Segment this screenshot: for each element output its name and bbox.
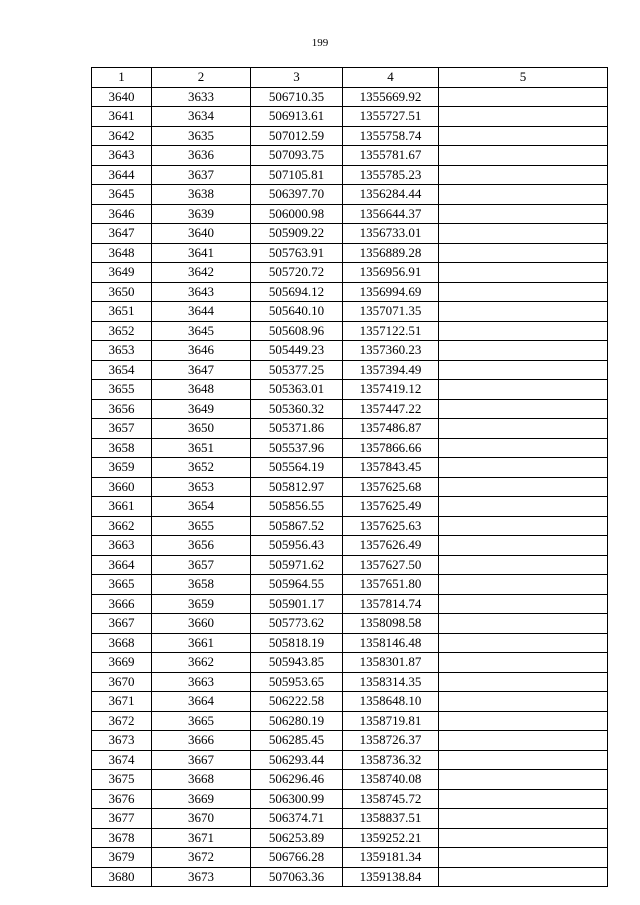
table-cell: 506280.19 — [251, 711, 343, 731]
table-cell: 3675 — [92, 770, 152, 790]
table-cell: 505763.91 — [251, 243, 343, 263]
table-cell: 3652 — [152, 458, 251, 478]
table-cell: 1356644.37 — [343, 204, 439, 224]
table-row — [92, 477, 608, 497]
page-number: 199 — [311, 37, 329, 49]
table-row — [92, 633, 608, 653]
table-cell: 507105.81 — [251, 165, 343, 185]
table-row — [92, 692, 608, 712]
table-cell — [439, 555, 608, 575]
table-cell: 3636 — [152, 146, 251, 166]
table-cell: 3678 — [92, 828, 152, 848]
table-cell: 3647 — [152, 360, 251, 380]
table-cell: 3668 — [92, 633, 152, 653]
table-cell: 3640 — [152, 224, 251, 244]
table-cell — [439, 87, 608, 107]
table-cell: 505377.25 — [251, 360, 343, 380]
table-cell: 3670 — [92, 672, 152, 692]
table-cell: 3656 — [92, 399, 152, 419]
column-header: 5 — [439, 68, 608, 88]
table-cell: 1357627.50 — [343, 555, 439, 575]
table-cell — [439, 126, 608, 146]
table-cell: 3661 — [152, 633, 251, 653]
column-header: 2 — [152, 68, 251, 88]
table-cell: 3637 — [152, 165, 251, 185]
table-body — [92, 87, 608, 887]
table-cell: 3655 — [152, 516, 251, 536]
table-cell: 1358740.08 — [343, 770, 439, 790]
table-cell — [439, 360, 608, 380]
table-cell: 3647 — [92, 224, 152, 244]
table-row — [92, 224, 608, 244]
table-cell — [439, 731, 608, 751]
table-cell — [439, 497, 608, 517]
table-cell: 3664 — [92, 555, 152, 575]
table-cell: 505953.65 — [251, 672, 343, 692]
table-cell: 1357625.63 — [343, 516, 439, 536]
table-cell: 1359181.34 — [343, 848, 439, 868]
table-cell: 3650 — [92, 282, 152, 302]
table-row — [92, 282, 608, 302]
table-cell: 3671 — [92, 692, 152, 712]
table-cell: 1356889.28 — [343, 243, 439, 263]
table-cell — [439, 711, 608, 731]
table-cell: 1357122.51 — [343, 321, 439, 341]
table-cell: 1355669.92 — [343, 87, 439, 107]
table-cell: 3655 — [92, 380, 152, 400]
table-cell: 3673 — [92, 731, 152, 751]
table-cell: 1355781.67 — [343, 146, 439, 166]
table-row — [92, 107, 608, 127]
table-cell: 3673 — [152, 867, 251, 887]
table-cell — [439, 282, 608, 302]
table-cell: 3667 — [152, 750, 251, 770]
table-cell: 505812.97 — [251, 477, 343, 497]
table-cell: 3669 — [152, 789, 251, 809]
table-cell: 506300.99 — [251, 789, 343, 809]
column-header: 1 — [92, 68, 152, 88]
table-cell: 1357360.23 — [343, 341, 439, 361]
table-cell: 505956.43 — [251, 536, 343, 556]
table-cell: 1355758.74 — [343, 126, 439, 146]
table-cell — [439, 107, 608, 127]
table-cell: 3667 — [92, 614, 152, 634]
table-cell: 3651 — [152, 438, 251, 458]
table-cell — [439, 341, 608, 361]
table-cell: 506913.61 — [251, 107, 343, 127]
table-cell: 1358726.37 — [343, 731, 439, 751]
table-cell: 505360.32 — [251, 399, 343, 419]
table-row — [92, 341, 608, 361]
table-row — [92, 848, 608, 868]
table-cell — [439, 146, 608, 166]
table-cell — [439, 789, 608, 809]
table-row — [92, 614, 608, 634]
table-cell: 3674 — [92, 750, 152, 770]
table-cell — [439, 594, 608, 614]
table-cell: 3680 — [92, 867, 152, 887]
table-cell: 3662 — [92, 516, 152, 536]
table-cell: 1356956.91 — [343, 263, 439, 283]
table-cell: 1357419.12 — [343, 380, 439, 400]
table-cell: 3653 — [92, 341, 152, 361]
table-cell: 1358314.35 — [343, 672, 439, 692]
table-cell: 505640.10 — [251, 302, 343, 322]
table-cell: 1357866.66 — [343, 438, 439, 458]
table-cell: 505537.96 — [251, 438, 343, 458]
table-cell: 1357486.87 — [343, 419, 439, 439]
table-cell: 3642 — [152, 263, 251, 283]
table-cell: 3650 — [152, 419, 251, 439]
table-cell: 506000.98 — [251, 204, 343, 224]
table-cell — [439, 419, 608, 439]
table-row — [92, 575, 608, 595]
table-cell — [439, 672, 608, 692]
table-cell — [439, 536, 608, 556]
table-cell — [439, 399, 608, 419]
table-cell: 3643 — [92, 146, 152, 166]
table-cell: 3665 — [92, 575, 152, 595]
table-row — [92, 594, 608, 614]
table-cell: 505773.62 — [251, 614, 343, 634]
table-cell: 3654 — [92, 360, 152, 380]
table-row — [92, 867, 608, 887]
table-cell: 1357625.68 — [343, 477, 439, 497]
table-cell — [439, 633, 608, 653]
table-row — [92, 711, 608, 731]
table-row — [92, 146, 608, 166]
table-cell: 1358098.58 — [343, 614, 439, 634]
table-row — [92, 380, 608, 400]
table-cell: 505694.12 — [251, 282, 343, 302]
table-cell: 1358745.72 — [343, 789, 439, 809]
table-cell: 505449.23 — [251, 341, 343, 361]
table-cell — [439, 302, 608, 322]
table-cell: 3634 — [152, 107, 251, 127]
table-cell: 1357814.74 — [343, 594, 439, 614]
table-cell: 3645 — [92, 185, 152, 205]
table-cell: 3657 — [152, 555, 251, 575]
table-cell: 3639 — [152, 204, 251, 224]
table-cell — [439, 204, 608, 224]
table-header-row — [92, 68, 608, 88]
table-cell: 1356733.01 — [343, 224, 439, 244]
column-header: 4 — [343, 68, 439, 88]
table-cell: 3657 — [92, 419, 152, 439]
table-cell — [439, 185, 608, 205]
table-cell: 3633 — [152, 87, 251, 107]
table-row — [92, 399, 608, 419]
coordinates-table — [91, 67, 608, 887]
table-cell — [439, 263, 608, 283]
table-cell: 1358648.10 — [343, 692, 439, 712]
table-cell: 506766.28 — [251, 848, 343, 868]
table-cell — [439, 243, 608, 263]
table-row — [92, 165, 608, 185]
table-cell: 1355727.51 — [343, 107, 439, 127]
table-cell — [439, 848, 608, 868]
table-row — [92, 750, 608, 770]
table-cell: 1356284.44 — [343, 185, 439, 205]
table-cell: 506374.71 — [251, 809, 343, 829]
table-row — [92, 731, 608, 751]
table-cell: 505720.72 — [251, 263, 343, 283]
table-cell: 3660 — [92, 477, 152, 497]
table-cell: 505901.17 — [251, 594, 343, 614]
table-cell: 3663 — [152, 672, 251, 692]
table-cell — [439, 458, 608, 478]
table-cell: 1359252.21 — [343, 828, 439, 848]
table-cell: 506293.44 — [251, 750, 343, 770]
table-cell: 506222.58 — [251, 692, 343, 712]
table-cell: 3653 — [152, 477, 251, 497]
table-cell: 1358736.32 — [343, 750, 439, 770]
table-cell: 1358719.81 — [343, 711, 439, 731]
table-cell: 3652 — [92, 321, 152, 341]
table-row — [92, 87, 608, 107]
table-cell: 3660 — [152, 614, 251, 634]
table-cell: 3668 — [152, 770, 251, 790]
table-cell: 3641 — [152, 243, 251, 263]
table-cell: 505943.85 — [251, 653, 343, 673]
table-row — [92, 516, 608, 536]
table-cell: 1358301.87 — [343, 653, 439, 673]
table-row — [92, 204, 608, 224]
table-row — [92, 321, 608, 341]
table-cell: 1357843.45 — [343, 458, 439, 478]
table-cell — [439, 575, 608, 595]
table-cell: 505867.52 — [251, 516, 343, 536]
table-cell: 3664 — [152, 692, 251, 712]
table-cell: 507093.75 — [251, 146, 343, 166]
table-row — [92, 536, 608, 556]
table-cell: 3649 — [152, 399, 251, 419]
table-cell — [439, 828, 608, 848]
table-cell: 1358146.48 — [343, 633, 439, 653]
table-cell: 3676 — [92, 789, 152, 809]
table-cell: 1356994.69 — [343, 282, 439, 302]
table-cell: 3658 — [152, 575, 251, 595]
table-cell: 505608.96 — [251, 321, 343, 341]
table-cell: 3646 — [152, 341, 251, 361]
table-row — [92, 263, 608, 283]
table-cell — [439, 692, 608, 712]
table-cell: 3651 — [92, 302, 152, 322]
table-cell: 3671 — [152, 828, 251, 848]
table-cell — [439, 438, 608, 458]
table-row — [92, 672, 608, 692]
table-cell — [439, 653, 608, 673]
table-cell: 3641 — [92, 107, 152, 127]
column-header: 3 — [251, 68, 343, 88]
table-cell: 3666 — [152, 731, 251, 751]
table-cell: 505371.86 — [251, 419, 343, 439]
table-cell: 3665 — [152, 711, 251, 731]
table-cell: 506397.70 — [251, 185, 343, 205]
table-row — [92, 653, 608, 673]
table-row — [92, 809, 608, 829]
table-cell — [439, 380, 608, 400]
table-cell: 1357625.49 — [343, 497, 439, 517]
table-cell: 3672 — [152, 848, 251, 868]
table-cell: 505818.19 — [251, 633, 343, 653]
table-cell — [439, 614, 608, 634]
table-cell: 506710.35 — [251, 87, 343, 107]
table-cell: 3670 — [152, 809, 251, 829]
table-row — [92, 497, 608, 517]
table-cell: 505856.55 — [251, 497, 343, 517]
table-row — [92, 555, 608, 575]
table-cell: 1357447.22 — [343, 399, 439, 419]
table-cell: 3642 — [92, 126, 152, 146]
table-cell: 3643 — [152, 282, 251, 302]
table-cell: 3646 — [92, 204, 152, 224]
table-cell: 3659 — [92, 458, 152, 478]
table-cell: 1357394.49 — [343, 360, 439, 380]
table-cell — [439, 477, 608, 497]
table-row — [92, 126, 608, 146]
table-cell: 3635 — [152, 126, 251, 146]
table-cell: 505564.19 — [251, 458, 343, 478]
table-cell — [439, 321, 608, 341]
table-cell: 506285.45 — [251, 731, 343, 751]
table-cell: 1357626.49 — [343, 536, 439, 556]
table-cell: 3669 — [92, 653, 152, 673]
table-cell: 3677 — [92, 809, 152, 829]
table-cell — [439, 770, 608, 790]
table-cell: 3672 — [92, 711, 152, 731]
table-row — [92, 770, 608, 790]
table-cell: 1358837.51 — [343, 809, 439, 829]
table-cell: 3658 — [92, 438, 152, 458]
table-row — [92, 185, 608, 205]
table-cell: 3666 — [92, 594, 152, 614]
table-cell — [439, 750, 608, 770]
table-cell: 3638 — [152, 185, 251, 205]
table-row — [92, 438, 608, 458]
table-cell: 3648 — [152, 380, 251, 400]
table-cell: 3663 — [92, 536, 152, 556]
table-cell: 1355785.23 — [343, 165, 439, 185]
table-cell — [439, 516, 608, 536]
table-cell: 3644 — [92, 165, 152, 185]
table-row — [92, 243, 608, 263]
table-cell: 3648 — [92, 243, 152, 263]
table-cell — [439, 224, 608, 244]
table-cell: 505964.55 — [251, 575, 343, 595]
table-cell — [439, 867, 608, 887]
table-cell: 3640 — [92, 87, 152, 107]
table-cell: 3659 — [152, 594, 251, 614]
table-row — [92, 419, 608, 439]
table-cell: 1357071.35 — [343, 302, 439, 322]
table-cell: 505363.01 — [251, 380, 343, 400]
table-cell: 3661 — [92, 497, 152, 517]
table-cell: 505909.22 — [251, 224, 343, 244]
table-cell: 505971.62 — [251, 555, 343, 575]
table-row — [92, 302, 608, 322]
table-row — [92, 789, 608, 809]
table-cell — [439, 809, 608, 829]
table-cell: 3654 — [152, 497, 251, 517]
table-cell: 3649 — [92, 263, 152, 283]
table-cell: 506296.46 — [251, 770, 343, 790]
table-cell: 3645 — [152, 321, 251, 341]
table-cell: 3679 — [92, 848, 152, 868]
table-cell: 3662 — [152, 653, 251, 673]
table-cell — [439, 165, 608, 185]
table-row — [92, 360, 608, 380]
table-cell: 507012.59 — [251, 126, 343, 146]
table-cell: 3656 — [152, 536, 251, 556]
table-cell: 507063.36 — [251, 867, 343, 887]
table-cell: 3644 — [152, 302, 251, 322]
table-cell: 506253.89 — [251, 828, 343, 848]
table-cell: 1359138.84 — [343, 867, 439, 887]
table-cell: 1357651.80 — [343, 575, 439, 595]
table-row — [92, 828, 608, 848]
table-row — [92, 458, 608, 478]
